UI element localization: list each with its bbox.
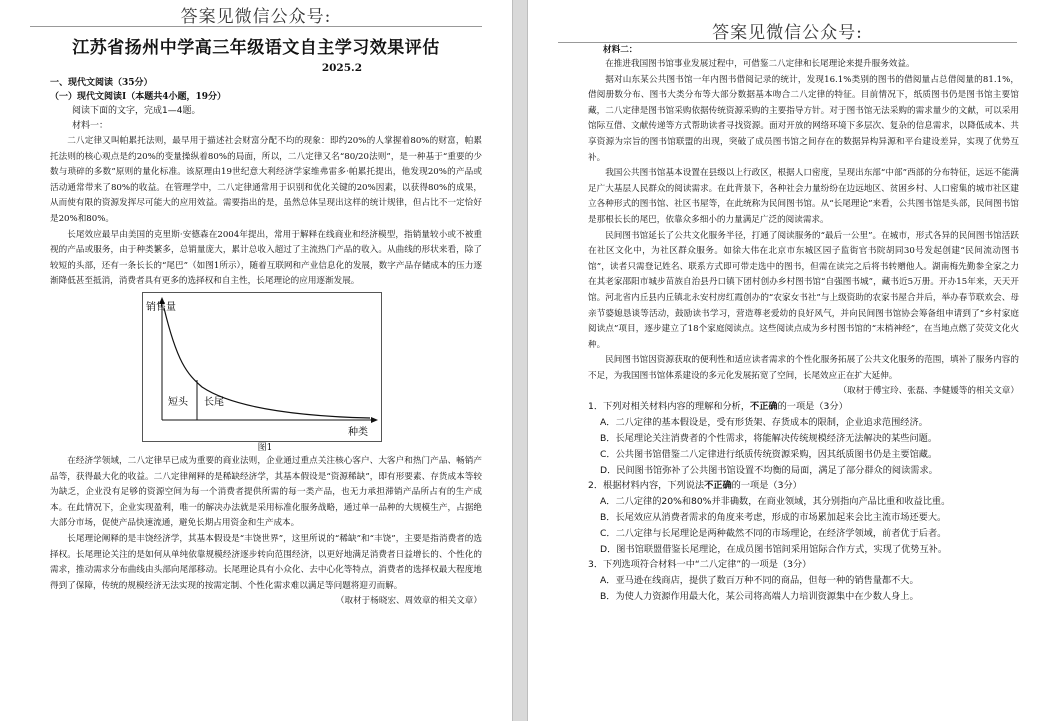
- paragraph: 民间图书馆延长了公共文化服务半径，打通了阅读服务的“最后一公里”。在城市，形式各异的民间图书馆活跃在社区文化中，为社区群众服务。如徐大伟在北京市东城区园子监街官书院胡同30号发起创建“民间流动图书馆”，读者只需登记姓名、联系方式即可带走选中的图书，但需在读完之后将书转赠他人。湖南梅先勤参全家之力在其老家邵阳市城步苗族自治县丹口镇下团村创办乡村图书馆“自强图书城”，藏书近5万册。开办15年来，天天开馆。河北省内丘县内丘镇北永安村房红霞创办的“农家女书社”与上级资助的农家书屋合并后，举办春节联欢会、母亲节婆媳恳谈等活动，鼓励读书学习，营造尊老爱幼的良好风气，并向民间图书馆协会筹备组申请到了“乡村家庭阅读点”项目，逐步建立了18个家庭阅读点。这些阅读点成为乡村图书馆的“末梢神经”，在当地点燃了荧荧文化火种。: [588, 230, 1019, 350]
- y-axis-label: 销售量: [146, 301, 176, 313]
- paragraph: 在推进我国图书馆事业发展过程中，可借鉴二八定律和长尾理论来提升服务效益。: [605, 59, 915, 69]
- paragraph: 我国公共图书馆基本设置在县级以上行政区，根据人口密度，呈现出东部“中部”西部的分布特征，远远不能满足广大基层人民群众的阅读需求。在此背景下，各种社会力量纷纷在边远地区、贫困乡村、人口密集的城市社区建立各种形式的图书馆、社区书屋等，在此统称为民间图书馆。从“长尾理论”来看，公共图书馆是头部，民间图书馆是那根长长的尾巴，依靠众多细小的力量满足广泛的阅读需求。: [588, 168, 1019, 225]
- tail-label: 长尾: [204, 396, 224, 408]
- document-date: 2025.2: [321, 62, 362, 74]
- instruction: 阅读下面的文字，完成1—4题。: [72, 106, 201, 116]
- question-1: 1．下列对相关材料内容的理解和分析，不正确的一项是（3分）: [588, 401, 848, 413]
- question-2-option: A．二八定律的20%和80%并非确数，在商业领域，其分别指向产品比重和收益比重。: [600, 496, 951, 508]
- question-3-option: A．亚马逊在线商店，提供了数百万种不同的商品，但每一种的销售量都不大。: [600, 575, 919, 587]
- question-1-option: A．二八定律的基本假设是，受有形货架、存货成本的限制，企业追求范围经济。: [600, 417, 928, 429]
- question-2: 2．根据材料内容，下列说法不正确的一项是（3分）: [588, 480, 802, 492]
- paragraph: 据对山东某公共图书馆一年内图书借阅记录的统计，发现16.1%类别的图书的借阅量占总借阅量的81.1%，借阅册数分布、图书大类分布等大部分数据基本吻合二八定律的特征。目前情况下，纸质图书仍是图书馆主要馆藏，二八定律是图书馆采购依据传统资源采购的主要指导方针。对于图书馆无法采购的需求量少的文献，可以采用馆际互借、文献传递等方式帮助读者寻找资源。面对开放的网络环境下多层次、复杂的信息需求，以降低成本、共享资源为宗旨的图书馆联盟的出现，突破了成员图书馆之间存在的数据异构异源和平台建设差异，实现了优势互补。: [588, 74, 1019, 163]
- watermark: 答案见微信公众号:: [712, 23, 863, 43]
- source-citation: （取材于傅宝玲、张磊、李健媛等的相关文章）: [838, 386, 1019, 397]
- question-2-option: B．长尾效应从消费者需求的角度来考虑，形成的市场累加起来会比主流市场还要大。: [600, 512, 947, 524]
- material1-body-top: [0, 134, 512, 290]
- question-2-option: D．图书馆联盟借鉴长尾理论，在成员图书馆间采用馆际合作方式，实现了优势互补。: [600, 543, 948, 555]
- question-3: 3．下列选项符合材料一中“二八定律”的一项是（3分）: [588, 559, 812, 571]
- material-label: 材料一：: [72, 121, 109, 131]
- paragraph: 民间图书馆因资源获取的便利性和适应读者需求的个性化服务拓展了公共文化服务的范围，填补了服务内容的不足，为我国图书馆体系建设的多元化发展拓宽了空间，长尾效应正在扩大延伸。: [588, 355, 1019, 381]
- material-label: 材料二：: [603, 45, 638, 55]
- x-axis-label: 种类: [348, 426, 368, 438]
- question-1-option: B．长尾理论关注消费者的个性需求，将能解决传统规模经济无法解决的某些问题。: [600, 433, 938, 445]
- material1-body-bottom: [0, 454, 512, 594]
- head-label: 短头: [168, 396, 188, 408]
- watermark: 答案见微信公众号:: [180, 7, 332, 27]
- paragraph: 二八定律又叫帕累托法则，最早用于描述社会财富分配不均的现象：即约20%的人掌握着80%的财富，帕累托法则的核心观点是约20%的变量操纵着80%的局面，所以，二八定律又名“80/20法则”，是一种基于“重要的少数与琐碎的多数”原则的量化标准。该原理由19世纪意大利经济学家维弗雷多·帕累托提出，他发现20%的产品或活动通常带来了80%的收益。在管理学中，二八定律通常用于识别和优化关键的20%因素，以获得80%的成果，从而使有限的资源发挥尽可能大的应用效益。需要指出的是，虽然总体呈现出这样的统计规律，但占比不一定恰好是20%和80%。: [50, 136, 482, 224]
- question-2-option: C．二八定律与长尾理论是两种截然不同的市场理论，在经济学领域，前者优于后者。: [600, 527, 947, 539]
- document-title: 江苏省扬州中学高三年级语文自主学习效果评估: [72, 38, 440, 58]
- source-citation: （取材于杨晓宏、周效章的相关文章）: [335, 596, 482, 607]
- subsection-heading: （一）现代文阅读Ⅰ（本题共4小题，19分）: [50, 92, 226, 102]
- long-tail-chart: [142, 292, 382, 442]
- question-1-option: C．公共图书馆借鉴二八定律进行纸质传统资源采购，因其纸质图书仍是主要馆藏。: [600, 448, 938, 460]
- material2-body: [528, 57, 1047, 384]
- question-1-option: D．民间图书馆弥补了公共图书馆设置不均衡的局面，满足了部分群众的阅读需求。: [600, 464, 938, 476]
- chart-caption: 图1: [257, 442, 273, 453]
- paragraph: 长尾效应最早由美国的克里斯·安德森在2004年提出，常用于解释在线商业和经济模型，指销量较小或不被重视的产品或服务，由于种类繁多，总销量庞大，累计总收入超过了主流热门产品的收入。从曲线的形状来看，除了较短的头部，还有一条长长的“尾巴”（如图1所示），随着互联网和产业信息化的发展，数字产品存储成本的压力逐渐降低甚至抵消，消费者具有更多的选择权和自主性，长尾理论的应用逐渐发展。: [50, 229, 482, 287]
- paragraph: 长尾理论阐释的是丰饶经济学，其基本假设是“丰饶世界”，这里所说的“稀缺”和“丰饶”，主要是指消费者的选择权。长尾理论关注的是如何从单纯依靠规模经济逐步转向范围经济，以更好地满足消费者日益增长的、个性化的需求，推动需求分布曲线由头部向尾部移动。长尾理论具有小众化、去中心化等特点，消费者的选择权最大程度地得到了保障，传统的规模经济无法实现的按需定制、个性化需求难以满足等问题将迎刃而解。: [50, 533, 482, 591]
- paragraph: 在经济学领域，二八定律早已成为重要的商业法则，企业通过重点关注核心客户、大客户和热门产品、畅销产品等，获得最大化的收益。二八定律阐释的是稀缺经济学，其基本假设是“资源稀缺”，即有形要素、存货成本等较为缺乏，企业没有足够的资源空间为每一个消费者提供所需的每一类产品，也无力承担滞销产品所占有的生产成本。在此情况下，企业实现盈利，唯一的解决办法就是采用标准化服务战略，通过单一品种的大规模生产，占据绝大部分市场，促使产品快速流通，避免长期占用资金和生产成本。: [50, 455, 482, 529]
- section-heading: 一、现代文阅读（35分）: [50, 78, 153, 88]
- page-gutter: [512, 0, 528, 721]
- question-3-option: B．为使人力资源作用最大化，某公司将高端人力培训资源集中在少数人身上。: [600, 591, 919, 603]
- page-right: [528, 0, 1047, 721]
- page-left: [0, 0, 512, 721]
